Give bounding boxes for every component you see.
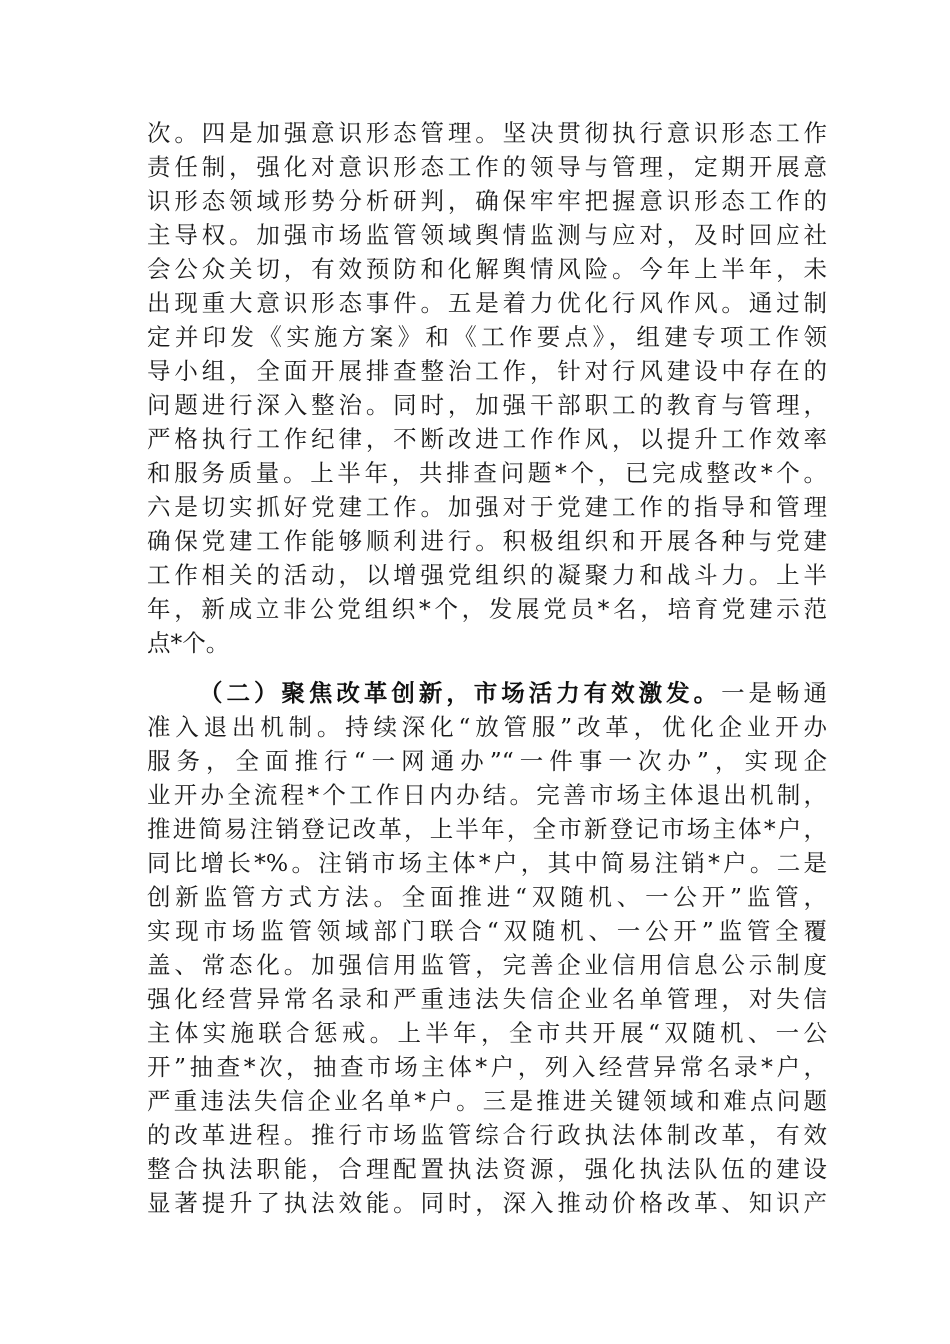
paragraph-line: 定并印发《实施方案》和《工作要点》，组建专项工作领 (147, 323, 827, 351)
paragraph-line: 创新监管方式方法。全面推进“双随机、一公开”监管， (147, 883, 827, 911)
paragraph-line: 导小组，全面开展排查整治工作，针对行风建设中存在的 (147, 357, 827, 385)
paragraph-line: 会公众关切，有效预防和化解舆情风险。今年上半年，未 (147, 255, 827, 283)
paragraph-line: 服务，全面推行“一网通办”“一件事一次办”，实现企 (147, 747, 827, 775)
paragraph-line: 整合执法职能，合理配置执法资源，强化执法队伍的建设 (147, 1155, 827, 1183)
paragraph-line: 年，新成立非公党组织*个，发展党员*名，培育党建示范 (147, 595, 827, 623)
paragraph-line: 责任制，强化对意识形态工作的领导与管理，定期开展意 (147, 153, 827, 181)
paragraph-line: 主导权。加强市场监管领域舆情监测与应对，及时回应社 (147, 221, 827, 249)
section-heading: （二）聚焦改革创新，市场活力有效激发。 (199, 679, 722, 707)
paragraph-line: 工作相关的活动，以增强党组织的凝聚力和战斗力。上半 (147, 561, 827, 589)
paragraph-line: 出现重大意识形态事件。五是着力优化行风作风。通过制 (147, 289, 827, 317)
paragraph-line: 严格执行工作纪律，不断改进工作作风，以提升工作效率 (147, 425, 827, 453)
paragraph-line: 开”抽查*次，抽查市场主体*户，列入经营异常名录*户， (147, 1053, 827, 1081)
section-heading-tail: 一是畅通 (721, 679, 828, 707)
paragraph-line: 严重违法失信企业名单*户。三是推进关键领域和难点问题 (147, 1087, 827, 1115)
paragraph-line: 主体实施联合惩戒。上半年，全市共开展“双随机、一公 (147, 1019, 827, 1047)
paragraph-line: 显著提升了执法效能。同时，深入推动价格改革、知识产 (147, 1189, 827, 1217)
paragraph-line: 和服务质量。上半年，共排查问题*个，已完成整改*个。 (147, 459, 827, 487)
paragraph-line: 盖、常态化。加强信用监管，完善企业信用信息公示制度 (147, 951, 827, 979)
paragraph-line: 六是切实抓好党建工作。加强对于党建工作的指导和管理 (147, 493, 827, 521)
paragraph-line: 识形态领域形势分析研判，确保牢牢把握意识形态工作的 (147, 187, 827, 215)
paragraph-line: 同比增长*%。注销市场主体*户，其中简易注销*户。二是 (147, 849, 827, 877)
paragraph-line: 强化经营异常名录和严重违法失信企业名单管理，对失信 (147, 985, 827, 1013)
paragraph-line: 点*个。 (147, 629, 230, 657)
paragraph-line: 准入退出机制。持续深化“放管服”改革，优化企业开办 (147, 713, 827, 741)
paragraph-line: 的改革进程。推行市场监管综合行政执法体制改革，有效 (147, 1121, 827, 1149)
paragraph-line: 问题进行深入整治。同时，加强干部职工的教育与管理， (147, 391, 827, 419)
section-heading-line (199, 676, 827, 710)
paragraph-line: 推进简易注销登记改革，上半年，全市新登记市场主体*户， (147, 815, 827, 843)
paragraph-line: 业开办全流程*个工作日内办结。完善市场主体退出机制， (147, 781, 827, 809)
paragraph-line: 实现市场监管领域部门联合“双随机、一公开”监管全覆 (147, 917, 827, 945)
paragraph-line: 确保党建工作能够顺利进行。积极组织和开展各种与党建 (147, 527, 827, 555)
paragraph-line: 次。四是加强意识形态管理。坚决贯彻执行意识形态工作 (147, 119, 827, 147)
